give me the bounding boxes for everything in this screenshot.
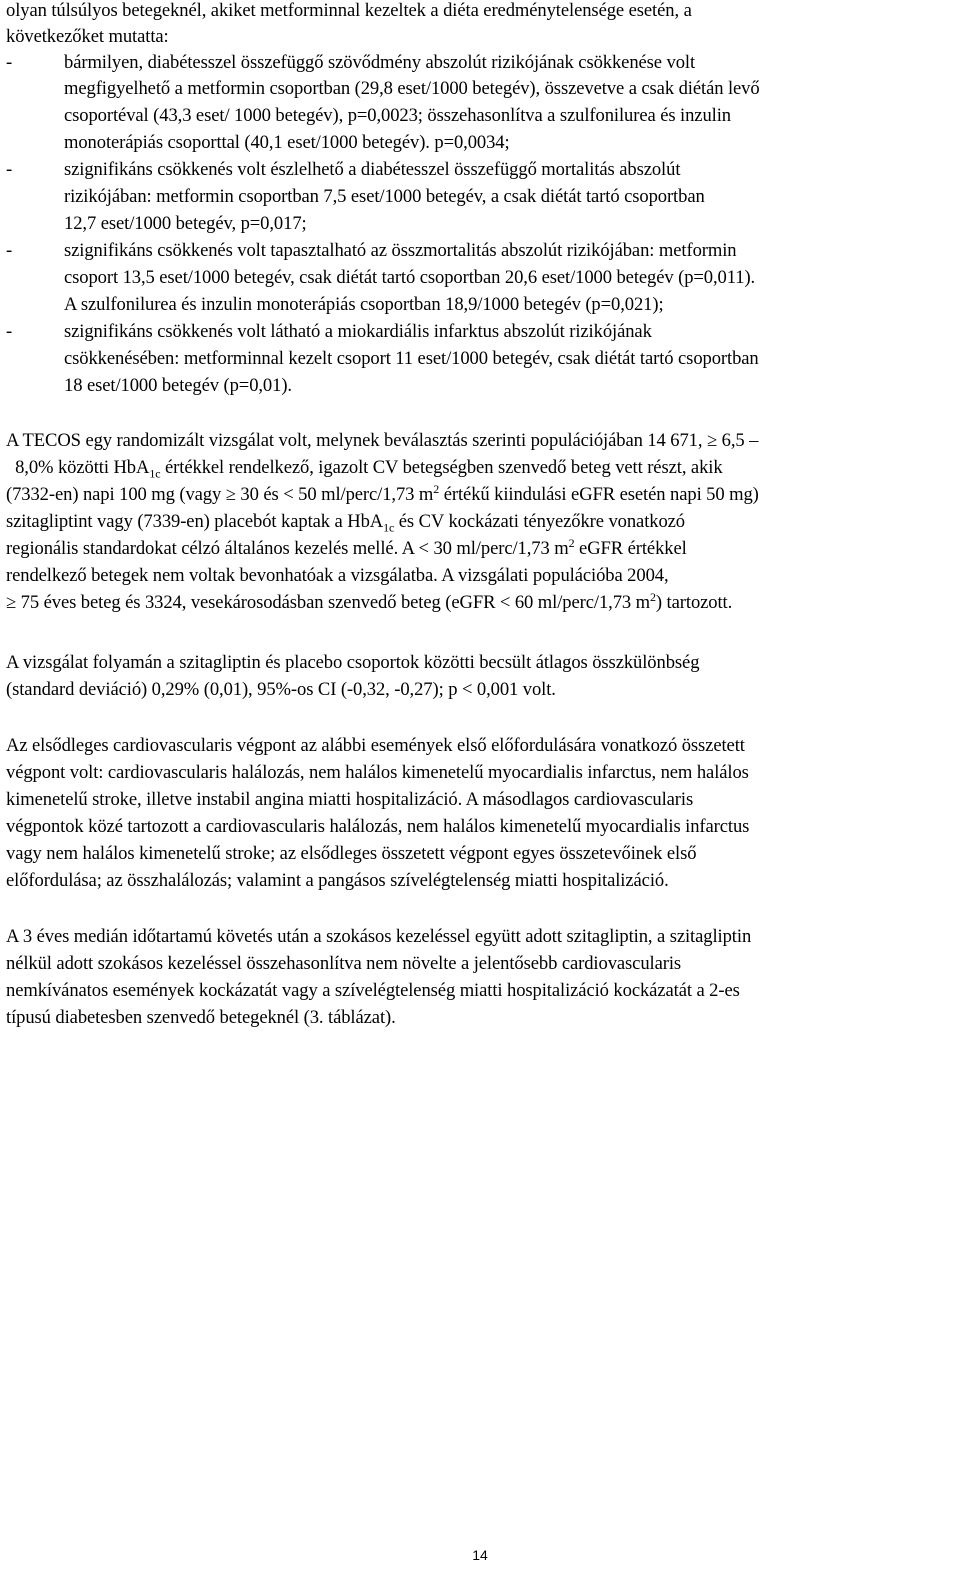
ge-symbol: ≥: [706, 430, 718, 451]
page-number: 14: [472, 1547, 488, 1563]
bullet-line: csökkenésében: metforminnal kezelt csoport 11 eset/1000 betegév, csak diétát tartó csoportban: [64, 348, 759, 369]
bullet-line: szignifikáns csökkenés volt tapasztalható az összmortalitás abszolút rizikójában: metformin: [64, 240, 737, 261]
bullet-line: rizikójában: metformin csoportban 7,5 eset/1000 betegév, a csak diétát tartó csoportban: [64, 186, 705, 207]
para3-line-4: végpontok közé tartozott a cardiovascularis halálozás, nem halálos kimenetelű myocardialis infarctus: [6, 816, 750, 837]
bullet-line: csoportéval (43,3 eset/ 1000 betegév), p=0,0023; összehasonlítva a szulfonilurea és inzulin: [64, 105, 731, 126]
para2-line-2: (standard deviáció) 0,29% (0,01), 95%-os CI (-0,32, -0,27); p < 0,001 volt.: [6, 679, 556, 700]
text-span: szitagliptint vagy (7339-en) placebót kaptak a HbA: [6, 511, 384, 532]
subscript: 1c: [383, 520, 395, 535]
text-span: (7332-en) napi 100 mg (vagy: [6, 484, 226, 505]
para3-line-2: végpont volt: cardiovascularis halálozás, nem halálos kimenetelű myocardialis infarctus, nem halálos: [6, 762, 749, 783]
text-span: 8,0% közötti HbA: [15, 457, 150, 478]
tecos-line-1: [6, 428, 758, 454]
bullet-dash: -: [6, 321, 13, 342]
para3-line-3: kimenetelű stroke, illetve instabil angina miatti hospitalizáció. A másodlagos cardiovascularis: [6, 789, 694, 810]
bullet-line: 12,7 eset/1000 betegév, p=0,017;: [64, 213, 307, 234]
para2-line-1: A vizsgálat folyamán a szitagliptin és placebo csoportok közötti becsült átlagos összkülönbség: [6, 652, 700, 673]
para3-line-1: Az elsődleges cardiovascularis végpont az alábbi események első előfordulására vonatkozó összetett: [6, 735, 745, 756]
bullet-line: 18 eset/1000 betegév (p=0,01).: [64, 375, 292, 396]
text-span: értékű kiindulási eGFR esetén napi 50 mg): [439, 484, 759, 505]
text-span: és CV kockázati tényezőkre vonatkozó: [394, 511, 686, 532]
bullet-dash: -: [6, 240, 13, 261]
para3-line-5: vagy nem halálos kimenetelű stroke; az elsődleges összetett végpont egyes összetevőinek első: [6, 843, 697, 864]
bullet-line: csoport 13,5 eset/1000 betegév, csak diétát tartó csoportban 20,6 eset/1000 betegév (p=0,011).: [64, 267, 756, 288]
bullet-line: monoterápiás csoporttal (40,1 eset/1000 betegév). p=0,0034;: [64, 132, 510, 153]
text-span: ) tartozott.: [655, 592, 733, 613]
bullet-line: szignifikáns csökkenés volt észlelhető a diabétesszel összefüggő mortalitás abszolút: [64, 159, 681, 180]
para4-line-1: A 3 éves medián időtartamú követés után a szokásos kezeléssel együtt adott szitagliptin, a szitagliptin: [6, 926, 752, 947]
intro-line-1: olyan túlsúlyos betegeknél, akiket metforminnal kezeltek a diéta eredménytelensége esetén, a: [6, 0, 692, 21]
bullet-line: megfigyelhető a metformin csoportban (29,8 eset/1000 betegév), összevetve a csak diétán levő: [64, 78, 760, 99]
superscript: 2: [650, 589, 656, 604]
text-span: eGFR értékkel: [574, 538, 687, 559]
text-span: 6,5 –: [717, 430, 759, 451]
superscript: 2: [568, 535, 575, 550]
text-span: 30 és < 50 ml/perc/1,73 m: [235, 484, 434, 505]
tecos-line-7: [6, 590, 732, 616]
bullet-dash: -: [6, 52, 13, 73]
bullet-line: bármilyen, diabétesszel összefüggő szövődmény abszolút rizikójának csökkenése volt: [64, 52, 696, 73]
text-span: A TECOS egy randomizált vizsgálat volt, melynek beválasztás szerinti populációjában 14 671,: [6, 430, 707, 451]
tecos-line-5: [6, 536, 687, 562]
bullet-line: szignifikáns csökkenés volt látható a miokardiális infarktus abszolút rizikójának: [64, 321, 652, 342]
tecos-line-6: rendelkező betegek nem voltak bevonhatóak a vizsgálatba. A vizsgálati populációba 2004,: [6, 565, 669, 586]
tecos-line-2: [6, 455, 723, 481]
para4-line-4: típusú diabetesben szenvedő betegeknél (3. táblázat).: [6, 1007, 396, 1028]
ge-symbol: ≥: [6, 592, 17, 613]
bullet-line: A szulfonilurea és inzulin monoterápiás csoportban 18,9/1000 betegév (p=0,021);: [64, 294, 664, 315]
superscript: 2: [433, 481, 440, 496]
tecos-line-4: [6, 509, 685, 535]
text-span: 75 éves beteg és 3324, vesekárosodásban szenvedő beteg (eGFR < 60 ml/perc/1,73 m: [16, 592, 651, 613]
intro-line-2: következőket mutatta:: [6, 26, 169, 47]
para4-line-3: nemkívánatos események kockázatát vagy a szívelégtelenség miatti hospitalizáció kockázatát a 2-es: [6, 980, 740, 1001]
text-span: regionális standardokat célzó általános kezelés mellé. A < 30 ml/perc/1,73 m: [6, 538, 569, 559]
para4-line-2: nélkül adott szokásos kezeléssel összehasonlítva nem növelte a jelentősebb cardiovascularis: [6, 953, 682, 974]
tecos-line-3: [6, 482, 759, 508]
ge-symbol: ≥: [225, 484, 236, 505]
subscript: 1c: [149, 466, 161, 481]
bullet-dash: -: [6, 159, 13, 180]
text-span: értékkel rendelkező, igazolt CV betegségben szenvedő beteg vett részt, akik: [160, 457, 723, 478]
para3-line-6: előfordulása; az összhalálozás; valamint a pangásos szívelégtelenség miatti hospitalizáció.: [6, 870, 669, 891]
